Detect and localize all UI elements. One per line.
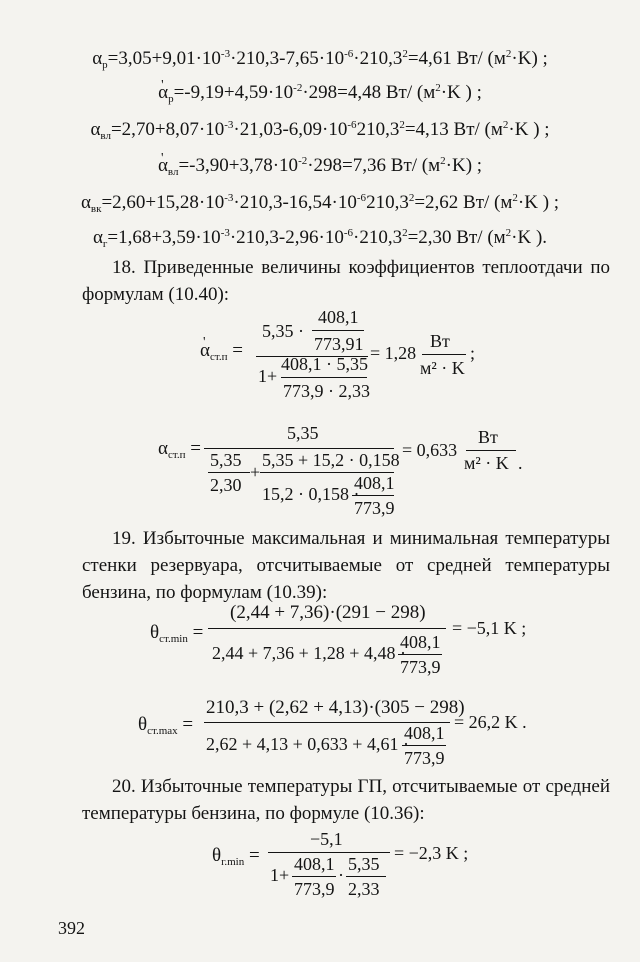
paragraph-20: 20. Избыточные температуры ГП, отсчитываемые от средней температуры бензина, по формуле (10.36): (82, 776, 610, 824)
eq1-num-coef: 5,35 · (262, 321, 304, 341)
eq2-unit-bar (466, 450, 516, 451)
eq3-frac-den: 773,9 (400, 657, 441, 677)
eq2-e: 408,1 (354, 473, 395, 493)
eq1-den-den: 773,9 · 2,33 (283, 381, 370, 401)
formula-alpha-r: $\alpha_р=3,05+9,01\cdot 10^{-3}\cdot 210,3-7,65\cdot 10^{-6}\cdot 210,3^2=4,61$ Вт/ $(м^2\cdot K)$ ; (92, 48, 548, 71)
eq1-inner-bar (312, 330, 364, 331)
eq5-lhs: $\theta_{г.min}$ = (212, 845, 260, 868)
eq1-inner-den: 773,91 (314, 334, 364, 354)
eq2-plus: + (250, 462, 261, 482)
eq2-ef-bar (352, 495, 394, 496)
eq5-ab-bar (292, 876, 336, 877)
eq2-unit-num: Вт (478, 427, 498, 447)
eq1-unit-num: Вт (430, 331, 450, 351)
eq1-den-bar (281, 377, 367, 378)
eq3-frac-bar (398, 654, 442, 655)
paragraph-18: 18. Приведенные величины коэффициентов теплоотдачи по формулам (10.40): (82, 257, 610, 305)
eq2-a: 5,35 (210, 450, 242, 470)
eq1-den-num: 408,1 · 5,35 (281, 354, 368, 374)
eq1-lhs: α '$_{ст.п}$ = (200, 340, 243, 368)
eq5-cd-bar (346, 876, 386, 877)
eq5-dot: · (338, 865, 344, 885)
eq4-result: = 26,2 K . (454, 712, 527, 732)
eq3-frac-num: 408,1 (400, 632, 441, 652)
formula-alpha-vk: $\alpha_{вк}=2,60+15,28\cdot 10^{-3}\cdot 210,3-16,54\cdot 10^{-6}210,3^2=2,62$ Вт/ ($м^2\cdot K$ ) ; (80, 192, 560, 215)
eq4-frac-bar (402, 745, 446, 746)
eq2-f: 773,9 (354, 498, 395, 518)
eq5-result: = −2,3 K ; (394, 843, 469, 863)
eq2-b: 2,30 (210, 475, 242, 495)
eq3-denominator: 2,44 + 7,36 + 1,28 + 4,48 · (212, 643, 406, 663)
eq1-den-one: 1+ (258, 366, 278, 386)
formula-alpha-vl: $\alpha_{вл}=2,70+8,07\cdot 10^{-3}\cdot 21,03-6,09\cdot 10^{-6}210,3^2=4,13$ Вт/ ($м^2\cdot K$ ) ; (90, 119, 550, 142)
eq1-inner-num: 408,1 (318, 307, 359, 327)
eq5-c: 5,35 (348, 854, 380, 874)
formula-alpha-r-prime: α '$_р=-9,19+4,59\cdot 10^{-2}\cdot 298=4,48$ Вт/ ($м^2\cdot K$ ) ; (0, 76, 640, 111)
eq1-unit-bar (422, 354, 466, 355)
eq3-numerator: (2,44 + 7,36)·(291 − 298) (230, 602, 426, 623)
eq2-lhs: $\alpha_{ст.п}$ = (158, 438, 201, 461)
eq2-c: 5,35 + 15,2 · 0,158 (262, 450, 400, 470)
page-number: 392 (58, 918, 85, 938)
eq4-frac-den: 773,9 (404, 748, 445, 768)
eq1-result: = 1,28 (370, 343, 417, 363)
eq5-numerator: −5,1 (310, 829, 343, 849)
eq4-lhs: $\theta_{ст.max}$ = (138, 714, 194, 737)
eq2-numerator: 5,35 (287, 423, 319, 443)
eq4-denominator: 2,62 + 4,13 + 0,633 + 4,61 · (206, 734, 409, 754)
eq2-end: . (518, 453, 523, 473)
eq5-a: 408,1 (294, 854, 335, 874)
eq2-d: 15,2 · 0,158 · (262, 484, 360, 504)
eq2-unit-den: м² · K (464, 453, 509, 473)
formula-alpha-g: $\alpha_г=1,68+3,59\cdot 10^{-3}\cdot 210,3-2,96\cdot 10^{-6}\cdot 210,3^2=2,30$ Вт/ ($м^2\cdot K$ ). (92, 227, 548, 250)
eq5-b: 773,9 (294, 879, 335, 899)
eq3-lhs: $\theta_{ст.min}$ = (150, 622, 204, 645)
eq1-unit-den: м² · K (420, 358, 465, 378)
eq1-end: ; (470, 343, 476, 363)
eq5-one: 1+ (270, 865, 290, 885)
eq2-result: = 0,633 (402, 440, 458, 460)
eq4-frac-num: 408,1 (404, 723, 445, 743)
eq3-main-bar (208, 628, 446, 629)
eq4-numerator: 210,3 + (2,62 + 4,13)·(305 − 298) (206, 697, 465, 718)
eq5-d: 2,33 (348, 879, 380, 899)
eq2-ab-bar (208, 472, 250, 473)
eq3-result: = −5,1 K ; (452, 618, 527, 638)
paragraph-19: 19. Избыточные максимальная и минимальная температуры стенки резервуара, отсчитываемые от средней температуры бензина, по формулам (10.39): (82, 528, 610, 603)
formula-alpha-vl-prime: α '$_{вл}=-3,90+3,78\cdot 10^{-2}\cdot 298=7,36$ Вт/ $(м^2\cdot K)$ ; (0, 149, 640, 184)
